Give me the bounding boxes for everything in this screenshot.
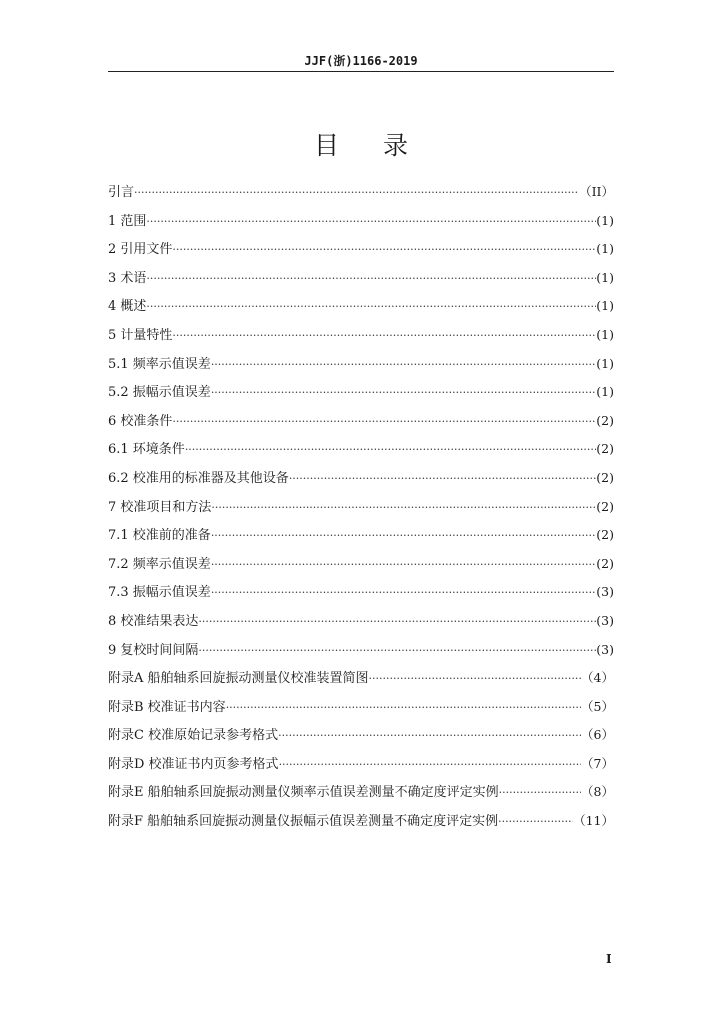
toc-entry-label: 2 引用文件 (108, 242, 173, 258)
toc-dot-leader (278, 722, 581, 751)
toc-entry-page: (2) (596, 555, 614, 571)
toc-entry-label: 7.2 频率示值误差 (108, 556, 211, 572)
toc-entry-page: (1) (596, 384, 614, 400)
page-title: 目 录 (314, 131, 426, 160)
toc-dot-leader (211, 522, 596, 551)
toc-entry-label: 6.2 校准用的标准器及其他设备 (108, 470, 289, 486)
toc-entry-label: 1 范围 (108, 213, 147, 229)
toc-entry-label: 引言 (108, 185, 135, 200)
toc-entry[interactable] (108, 178, 614, 207)
toc-entry[interactable] (108, 664, 614, 693)
toc-entry-label: 5.1 频率示值误差 (108, 356, 211, 372)
table-of-contents (108, 178, 614, 836)
toc-entry[interactable] (108, 407, 614, 436)
toc-entry-label: 附录F 船舶轴系回旋振动测量仪振幅示值误差测量不确定度评定实例 (108, 814, 499, 830)
toc-entry-page: (3) (596, 641, 614, 657)
toc-entry-page: (1) (596, 269, 614, 285)
toc-entry-page: (1) (596, 298, 614, 314)
toc-entry-label: 3 术语 (108, 270, 147, 286)
toc-dot-leader (146, 208, 596, 237)
toc-entry-page: (2) (596, 412, 614, 428)
toc-entry[interactable] (108, 321, 614, 350)
toc-entry-page: (2) (596, 498, 614, 514)
toc-entry-label: 7 校准项目和方法 (108, 499, 212, 515)
toc-dot-leader (172, 236, 596, 265)
toc-entry-page: （7） (581, 755, 614, 771)
toc-entry[interactable] (108, 578, 614, 607)
toc-entry-label: 7.1 校准前的准备 (108, 528, 211, 544)
toc-dot-leader (146, 265, 596, 294)
toc-entry[interactable] (108, 721, 614, 750)
toc-entry-label: 附录D 校准证书内页参考格式 (108, 756, 279, 772)
toc-entry-label: 附录B 校准证书内容 (108, 699, 226, 715)
toc-entry[interactable] (108, 292, 614, 321)
toc-dot-leader (289, 465, 596, 494)
toc-dot-leader (172, 408, 596, 437)
toc-dot-leader (198, 608, 596, 637)
toc-entry-label: 4 概述 (108, 299, 147, 315)
toc-entry-page: (3) (596, 612, 614, 628)
toc-entry-page: （6） (581, 727, 614, 743)
toc-dot-leader (134, 179, 579, 208)
toc-dot-leader (369, 665, 582, 694)
toc-entry[interactable] (108, 778, 614, 807)
toc-entry[interactable] (108, 207, 614, 236)
toc-dot-leader (198, 637, 596, 666)
toc-entry-label: 6 校准条件 (108, 413, 173, 429)
toc-entry[interactable] (108, 550, 614, 579)
toc-entry[interactable] (108, 350, 614, 379)
toc-dot-leader (498, 808, 573, 837)
toc-entry-label: 附录C 校准原始记录参考格式 (108, 728, 279, 744)
toc-entry[interactable] (108, 378, 614, 407)
toc-entry[interactable] (108, 493, 614, 522)
toc-entry[interactable] (108, 435, 614, 464)
toc-entry[interactable] (108, 693, 614, 722)
toc-dot-leader (211, 351, 596, 380)
toc-dot-leader (185, 436, 596, 465)
toc-dot-leader (211, 551, 596, 580)
toc-entry-page: (1) (596, 212, 614, 228)
toc-entry-page: （8） (581, 784, 614, 800)
toc-entry-label: 附录E 船舶轴系回旋振动测量仪频率示值误差测量不确定度评定实例 (108, 785, 499, 801)
toc-dot-leader (172, 322, 596, 351)
toc-entry-label: 5.2 振幅示值误差 (108, 385, 211, 401)
toc-entry-page: （11） (573, 813, 614, 829)
toc-dot-leader (211, 494, 596, 523)
toc-entry-page: (1) (596, 326, 614, 342)
toc-entry-page: （5） (581, 698, 614, 714)
header-divider (108, 71, 614, 72)
document-code-header: JJF(浙)1166-2019 (304, 54, 418, 68)
toc-entry-label: 9 复校时间间隔 (108, 642, 199, 658)
toc-entry[interactable] (108, 807, 614, 836)
toc-entry[interactable] (108, 235, 614, 264)
toc-entry[interactable] (108, 607, 614, 636)
toc-entry-page: (3) (596, 584, 614, 600)
toc-entry-label: 5 计量特性 (108, 327, 173, 343)
toc-entry-page: (1) (596, 355, 614, 371)
toc-entry-label: 7.3 振幅示值误差 (108, 585, 211, 601)
toc-entry-label: 6.1 环境条件 (108, 442, 185, 458)
toc-entry[interactable] (108, 264, 614, 293)
toc-dot-leader (499, 779, 581, 808)
toc-entry-page: (1) (596, 241, 614, 257)
toc-dot-leader (211, 579, 596, 608)
toc-entry[interactable] (108, 636, 614, 665)
toc-dot-leader (226, 694, 581, 723)
toc-entry-page: （4） (581, 670, 614, 686)
page-number: I (606, 952, 612, 966)
toc-entry-page: (2) (596, 469, 614, 485)
toc-entry-page: （II） (579, 184, 614, 199)
toc-dot-leader (146, 293, 596, 322)
toc-entry-label: 附录A 船舶轴系回旋振动测量仪校准装置简图 (108, 671, 369, 687)
toc-entry-page: (2) (596, 527, 614, 543)
toc-entry-label: 8 校准结果表达 (108, 613, 199, 629)
toc-entry[interactable] (108, 750, 614, 779)
toc-entry-page: (2) (596, 441, 614, 457)
toc-dot-leader (211, 379, 596, 408)
toc-dot-leader (279, 751, 581, 780)
toc-entry[interactable] (108, 521, 614, 550)
toc-entry[interactable] (108, 464, 614, 493)
